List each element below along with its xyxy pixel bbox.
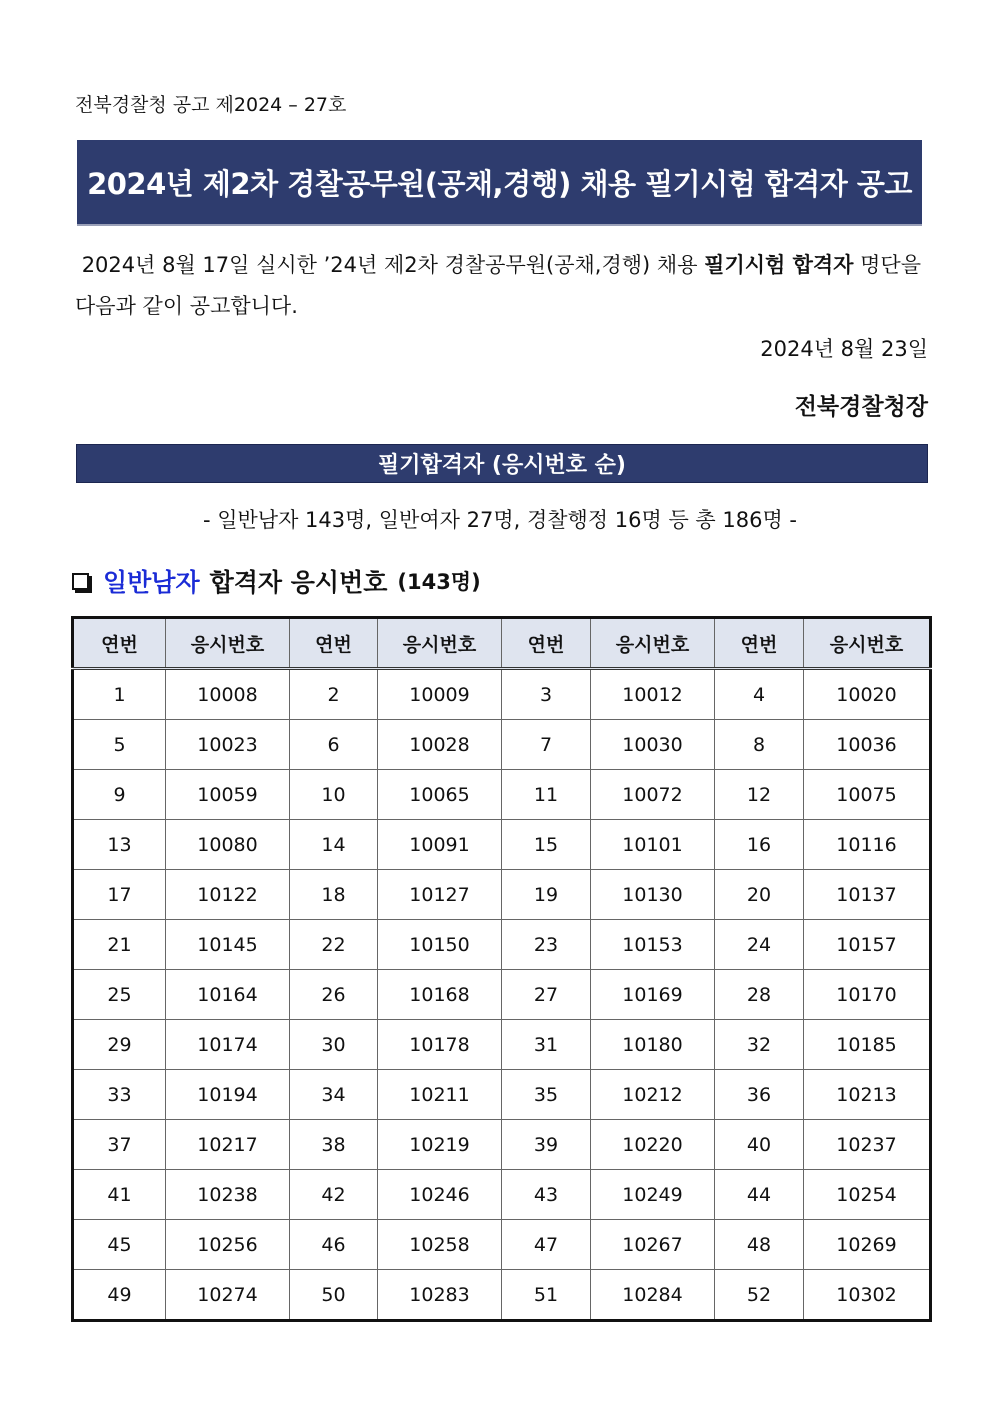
serial-cell: 9 (73, 770, 166, 820)
exam-number-cell: 10211 (378, 1070, 502, 1120)
serial-cell: 10 (290, 770, 378, 820)
column-header-exam-number: 응시번호 (378, 618, 502, 669)
table-row (73, 720, 931, 770)
serial-cell: 51 (502, 1270, 591, 1321)
announcement-date: 2024년 8월 23일 (760, 337, 928, 361)
exam-number-cell: 10220 (591, 1120, 715, 1170)
exam-number-cell: 10185 (804, 1020, 931, 1070)
subsection-category: 일반남자 (103, 568, 200, 597)
serial-cell: 28 (715, 970, 804, 1020)
serial-cell: 6 (290, 720, 378, 770)
exam-number-cell: 10284 (591, 1270, 715, 1321)
exam-number-cell: 10212 (591, 1070, 715, 1120)
document-title: 2024년 제2차 경찰공무원(공채,경행) 채용 필기시험 합격자 공고 (77, 140, 922, 226)
serial-cell: 39 (502, 1120, 591, 1170)
serial-cell: 25 (73, 970, 166, 1020)
exam-number-cell: 10012 (591, 669, 715, 720)
column-header-exam-number: 응시번호 (591, 618, 715, 669)
exam-number-cell: 10065 (378, 770, 502, 820)
serial-cell: 17 (73, 870, 166, 920)
exam-number-cell: 10130 (591, 870, 715, 920)
table-row (73, 1020, 931, 1070)
exam-number-cell: 10137 (804, 870, 931, 920)
exam-number-cell: 10127 (378, 870, 502, 920)
serial-cell: 32 (715, 1020, 804, 1070)
exam-number-cell: 10256 (166, 1220, 290, 1270)
serial-cell: 38 (290, 1120, 378, 1170)
exam-number-cell: 10219 (378, 1120, 502, 1170)
serial-cell: 11 (502, 770, 591, 820)
serial-cell: 2 (290, 669, 378, 720)
exam-number-cell: 10267 (591, 1220, 715, 1270)
exam-number-cell: 10145 (166, 920, 290, 970)
exam-number-cell: 10091 (378, 820, 502, 870)
table-row (73, 770, 931, 820)
serial-cell: 48 (715, 1220, 804, 1270)
exam-number-cell: 10020 (804, 669, 931, 720)
results-table (71, 616, 932, 1322)
serial-cell: 26 (290, 970, 378, 1020)
exam-number-cell: 10194 (166, 1070, 290, 1120)
exam-number-cell: 10075 (804, 770, 931, 820)
serial-cell: 4 (715, 669, 804, 720)
exam-number-cell: 10302 (804, 1270, 931, 1321)
column-header-serial: 연번 (290, 618, 378, 669)
serial-cell: 14 (290, 820, 378, 870)
column-header-serial: 연번 (73, 618, 166, 669)
exam-number-cell: 10072 (591, 770, 715, 820)
exam-number-cell: 10274 (166, 1270, 290, 1321)
exam-number-cell: 10178 (378, 1020, 502, 1070)
exam-number-cell: 10009 (378, 669, 502, 720)
table-row (73, 1070, 931, 1120)
subsection-count: (143명) (397, 570, 481, 594)
serial-cell: 1 (73, 669, 166, 720)
serial-cell: 24 (715, 920, 804, 970)
serial-cell: 21 (73, 920, 166, 970)
exam-number-cell: 10150 (378, 920, 502, 970)
serial-cell: 3 (502, 669, 591, 720)
exam-number-cell: 10254 (804, 1170, 931, 1220)
exam-number-cell: 10238 (166, 1170, 290, 1220)
exam-number-cell: 10116 (804, 820, 931, 870)
table-row (73, 820, 931, 870)
table-header-row (73, 618, 931, 669)
exam-number-cell: 10258 (378, 1220, 502, 1270)
serial-cell: 36 (715, 1070, 804, 1120)
serial-cell: 52 (715, 1270, 804, 1321)
intro-text-before: 2024년 8월 17일 실시한 ’24년 제2차 경찰공무원(공채,경행) 채용 (81, 253, 705, 277)
serial-cell: 49 (73, 1270, 166, 1321)
serial-cell: 20 (715, 870, 804, 920)
checkbox-icon (72, 573, 89, 590)
table-row (73, 1270, 931, 1321)
exam-number-cell: 10170 (804, 970, 931, 1020)
notice-number: 전북경찰청 공고 제2024 – 27호 (75, 94, 347, 116)
exam-number-cell: 10122 (166, 870, 290, 920)
exam-number-cell: 10101 (591, 820, 715, 870)
serial-cell: 50 (290, 1270, 378, 1321)
serial-cell: 33 (73, 1070, 166, 1120)
exam-number-cell: 10283 (378, 1270, 502, 1321)
summary-line: - 일반남자 143명, 일반여자 27명, 경찰행정 16명 등 총 186명 - (202, 508, 797, 532)
exam-number-cell: 10153 (591, 920, 715, 970)
exam-number-cell: 10157 (804, 920, 931, 970)
serial-cell: 47 (502, 1220, 591, 1270)
serial-cell: 31 (502, 1020, 591, 1070)
exam-number-cell: 10059 (166, 770, 290, 820)
serial-cell: 12 (715, 770, 804, 820)
exam-number-cell: 10030 (591, 720, 715, 770)
exam-number-cell: 10080 (166, 820, 290, 870)
exam-number-cell: 10036 (804, 720, 931, 770)
table-row (73, 1120, 931, 1170)
table-row (73, 1170, 931, 1220)
subsection-heading (72, 563, 481, 599)
serial-cell: 19 (502, 870, 591, 920)
serial-cell: 34 (290, 1070, 378, 1120)
serial-cell: 40 (715, 1120, 804, 1170)
exam-number-cell: 10008 (166, 669, 290, 720)
serial-cell: 45 (73, 1220, 166, 1270)
exam-number-cell: 10246 (378, 1170, 502, 1220)
exam-number-cell: 10174 (166, 1020, 290, 1070)
serial-cell: 7 (502, 720, 591, 770)
exam-number-cell: 10023 (166, 720, 290, 770)
section-title: 필기합격자 (응시번호 순) (76, 444, 928, 483)
serial-cell: 37 (73, 1120, 166, 1170)
exam-number-cell: 10213 (804, 1070, 931, 1120)
exam-number-cell: 10217 (166, 1120, 290, 1170)
serial-cell: 5 (73, 720, 166, 770)
table-row (73, 970, 931, 1020)
intro-paragraph (75, 245, 928, 327)
intro-text-after: 명단을 다음과 같이 공고합니다. (75, 253, 922, 318)
serial-cell: 29 (73, 1020, 166, 1070)
serial-cell: 42 (290, 1170, 378, 1220)
serial-cell: 18 (290, 870, 378, 920)
serial-cell: 23 (502, 920, 591, 970)
exam-number-cell: 10269 (804, 1220, 931, 1270)
table-row (73, 669, 931, 720)
serial-cell: 43 (502, 1170, 591, 1220)
table-row (73, 920, 931, 970)
column-header-serial: 연번 (502, 618, 591, 669)
serial-cell: 22 (290, 920, 378, 970)
serial-cell: 15 (502, 820, 591, 870)
exam-number-cell: 10180 (591, 1020, 715, 1070)
serial-cell: 8 (715, 720, 804, 770)
exam-number-cell: 10237 (804, 1120, 931, 1170)
intro-bold-text: 필기시험 합격자 (704, 253, 854, 277)
serial-cell: 27 (502, 970, 591, 1020)
exam-number-cell: 10028 (378, 720, 502, 770)
subsection-label: 합격자 응시번호 (209, 568, 388, 597)
serial-cell: 13 (73, 820, 166, 870)
serial-cell: 16 (715, 820, 804, 870)
column-header-serial: 연번 (715, 618, 804, 669)
exam-number-cell: 10168 (378, 970, 502, 1020)
table-row (73, 870, 931, 920)
column-header-exam-number: 응시번호 (166, 618, 290, 669)
table-row (73, 1220, 931, 1270)
exam-number-cell: 10169 (591, 970, 715, 1020)
column-header-exam-number: 응시번호 (804, 618, 931, 669)
serial-cell: 30 (290, 1020, 378, 1070)
exam-number-cell: 10249 (591, 1170, 715, 1220)
serial-cell: 41 (73, 1170, 166, 1220)
serial-cell: 35 (502, 1070, 591, 1120)
exam-number-cell: 10164 (166, 970, 290, 1020)
serial-cell: 44 (715, 1170, 804, 1220)
serial-cell: 46 (290, 1220, 378, 1270)
signer: 전북경찰청장 (794, 394, 928, 420)
